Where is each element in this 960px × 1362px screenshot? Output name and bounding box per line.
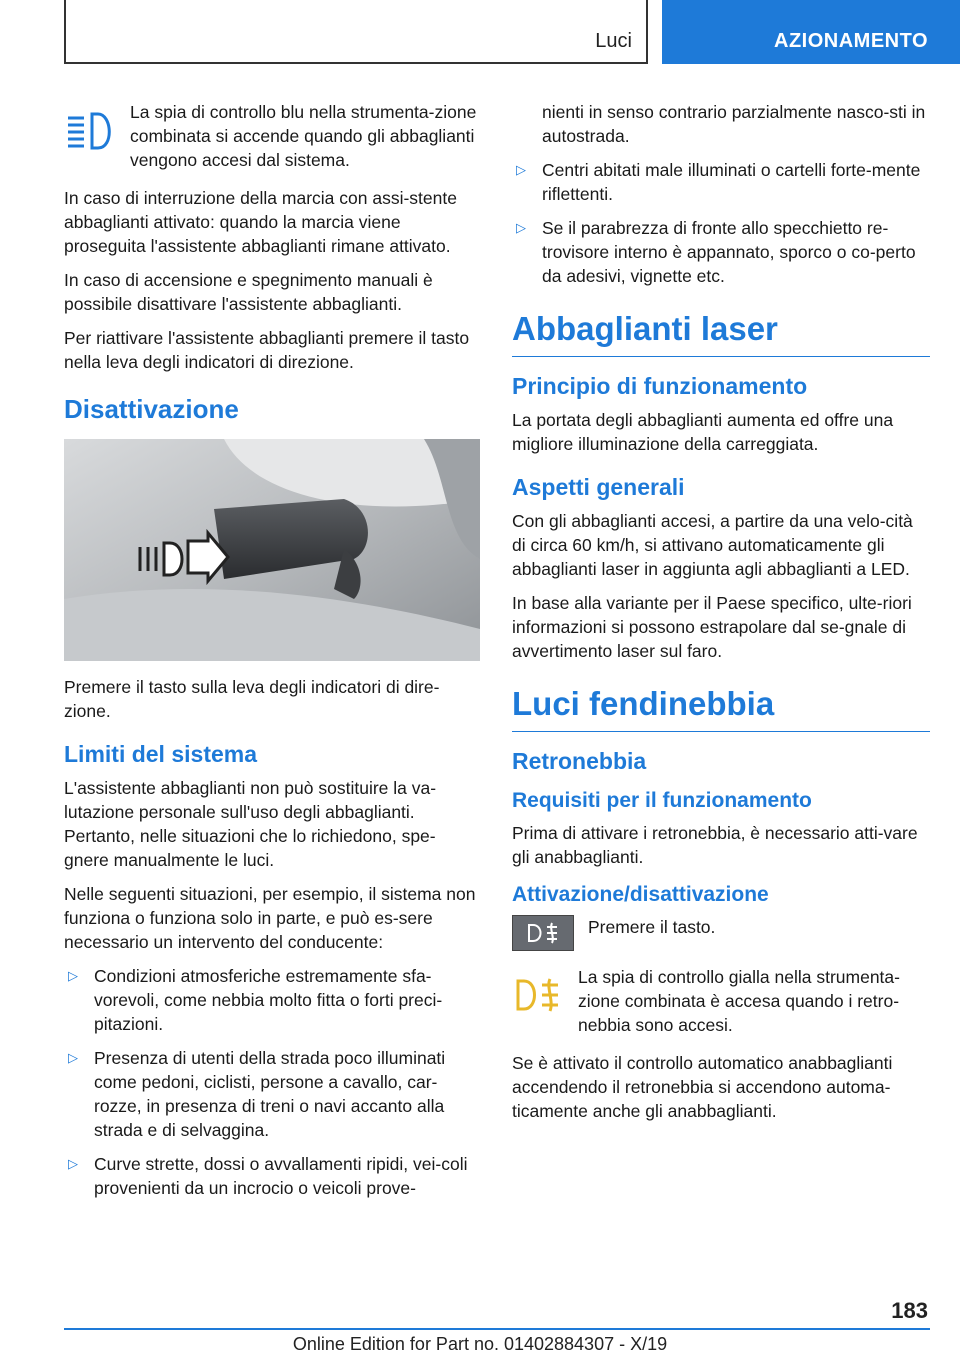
list-item-continuation-text: nienti in senso contrario parzialmente nasco-sti in autostrada. bbox=[542, 102, 926, 146]
right-column bbox=[512, 100, 930, 1133]
list-item: ▷ Centri abitati male illuminati o cartelli forte-mente riflettenti. bbox=[516, 160, 921, 204]
heading-disattivazione: Disattivazione bbox=[64, 394, 239, 424]
heading-aspetti-generali: Aspetti generali bbox=[512, 474, 685, 500]
list-item: ▷ Se il parabrezza di fronte allo specchietto re-trovisore interno è appannato, sporco o co-perto da adesivi, vignette etc. bbox=[516, 218, 916, 286]
left-column bbox=[64, 100, 480, 1210]
high-beam-indicator-text: La spia di controllo blu nella strumenta-zione combinata si accende quando gli abbaglianti vengono accesi dal sistema. bbox=[130, 102, 477, 170]
triangle-bullet-icon: ▷ bbox=[516, 220, 526, 235]
rear-fog-indicator-note bbox=[512, 965, 930, 1037]
rear-fog-button-note bbox=[512, 915, 930, 959]
list-item: ▷ Curve strette, dossi o avvallamenti ripidi, vei-coli provenienti da un incrocio o veicoli prove- bbox=[68, 1154, 468, 1198]
heading-requisiti: Requisiti per il funzionamento bbox=[512, 789, 812, 812]
rear-fog-indicator-icon bbox=[512, 965, 578, 1025]
paragraph: In caso di interruzione della marcia con assi-stente abbaglianti attivato: quando la marcia viene proseguita l'assistente abbaglianti rimane attivato. bbox=[64, 188, 457, 256]
triangle-bullet-icon: ▷ bbox=[68, 1050, 78, 1065]
paragraph: Se è attivato il controllo automatico anabbaglianti accendendo il retronebbia si accendono automa-ticamente anche gli anabbaglianti. bbox=[512, 1053, 893, 1121]
triangle-bullet-icon: ▷ bbox=[68, 1156, 78, 1171]
heading-luci-fendinebbia: Luci fendinebbia bbox=[512, 685, 930, 732]
footer-rule bbox=[64, 1328, 930, 1330]
paragraph: L'assistente abbaglianti non può sostituire la va-lutazione personale sull'uso degli abbaglianti. Pertanto, nelle situazioni che lo richiedono, spe-gnere manualmente le luci. bbox=[64, 778, 437, 870]
heading-retronebbia: Retronebbia bbox=[512, 748, 647, 774]
triangle-bullet-icon: ▷ bbox=[516, 162, 526, 177]
paragraph: La portata degli abbaglianti aumenta ed offre una migliore illuminazione della carreggiata. bbox=[512, 410, 894, 454]
header-section-box bbox=[64, 0, 648, 64]
list-item: ▷ Presenza di utenti della strada poco illuminati come pedoni, ciclisti, persone a cavallo, car-rozze, in presenza di treni o navi accanto alla strada e di selvaggina. bbox=[68, 1048, 446, 1140]
heading-attivazione: Attivazione/disattivazione bbox=[512, 883, 769, 906]
heading-principio: Principio di funzionamento bbox=[512, 373, 808, 399]
paragraph: Con gli abbaglianti accesi, a partire da una velo-cità di circa 60 km/h, si attivano automaticamente gli abbaglianti laser in aggiunta agli abbaglianti a LED. bbox=[512, 511, 913, 579]
turn-signal-lever-photo bbox=[64, 439, 480, 661]
high-beam-indicator-icon bbox=[64, 100, 130, 160]
rear-fog-indicator-text: La spia di controllo gialla nella strumenta-zione combinata è accesa quando i retro-nebbia sono accesi. bbox=[578, 967, 900, 1035]
heading-abbaglianti-laser: Abbaglianti laser bbox=[512, 310, 930, 357]
heading-limiti-del-sistema: Limiti del sistema bbox=[64, 741, 258, 767]
header-chapter-tab: AZIONAMENTO bbox=[662, 0, 960, 64]
list-item: ▷ Condizioni atmosferiche estremamente sfa-vorevoli, come nebbia molto fitta o forti preci-pitazioni. bbox=[68, 966, 443, 1034]
rear-fog-button-text: Premere il tasto. bbox=[588, 917, 716, 937]
high-beam-indicator-note bbox=[64, 100, 480, 172]
photo-caption: Premere il tasto sulla leva degli indicatori di dire-zione. bbox=[64, 677, 440, 721]
rear-fog-button-icon bbox=[512, 915, 588, 959]
paragraph: Per riattivare l'assistente abbaglianti premere il tasto nella leva degli indicatori di direzione. bbox=[64, 328, 470, 372]
limitations-list-continued bbox=[512, 158, 930, 288]
list-continuation bbox=[512, 100, 930, 148]
footer-edition-text: Online Edition for Part no. 01402884307 - X/19 bbox=[292, 1334, 668, 1354]
paragraph: In caso di accensione e spegnimento manuali è possibile disattivare l'assistente abbaglianti. bbox=[64, 270, 433, 314]
triangle-bullet-icon: ▷ bbox=[68, 968, 78, 983]
limitations-list bbox=[64, 964, 480, 1200]
paragraph: Nelle seguenti situazioni, per esempio, il sistema non funziona o funziona solo in parte, e può es-sere necessario un intervento del conducente: bbox=[64, 884, 476, 952]
paragraph: In base alla variante per il Paese specifico, ulte-riori informazioni si possono estrapolare dal se-gnale di avvertimento laser sul faro. bbox=[512, 593, 912, 661]
page-number: 183 bbox=[891, 1298, 928, 1323]
paragraph: Prima di attivare i retronebbia, è necessario atti-vare gli anabbaglianti. bbox=[512, 823, 918, 867]
header-section-label: Luci bbox=[595, 30, 632, 52]
